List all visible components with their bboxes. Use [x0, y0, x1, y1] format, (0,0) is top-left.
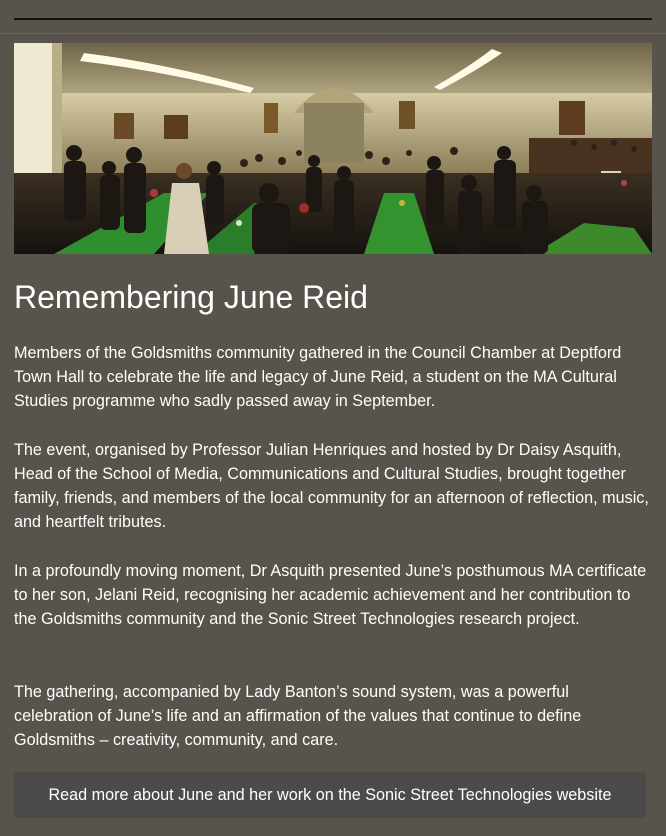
top-divider: [14, 18, 652, 20]
article-paragraph: Members of the Goldsmiths community gathered in the Council Chamber at Deptford Town Hall to celebrate the life and legacy of June Reid, a student on the MA Cultural Studies programme who sadly passed away in September.: [14, 344, 622, 410]
read-more-button[interactable]: Read more about June and her work on the Sonic Street Technologies website: [14, 772, 646, 818]
header-rule: [0, 33, 666, 34]
article-paragraph: The gathering, accompanied by Lady Banton’s sound system, was a powerful celebration of June’s life and an affirmation of the values that continue to define Goldsmiths – creativity, community, and care.: [14, 683, 582, 749]
article-paragraph: In a profoundly moving moment, Dr Asquith presented June’s posthumous MA certificate to her son, Jelani Reid, recognising her academic achievement and her contribution to the Goldsmiths community and the Sonic Street Technologies research project.: [14, 562, 647, 628]
article-paragraph: The event, organised by Professor Julian Henriques and hosted by Dr Daisy Asquith, Head of the School of Media, Communications and Cultural Studies, brought together family, friends, and members of the local community for an afternoon of reflection, music, and heartfelt tributes.: [14, 441, 649, 531]
event-photo: [14, 43, 652, 254]
article-title: Remembering June Reid: [14, 279, 368, 315]
